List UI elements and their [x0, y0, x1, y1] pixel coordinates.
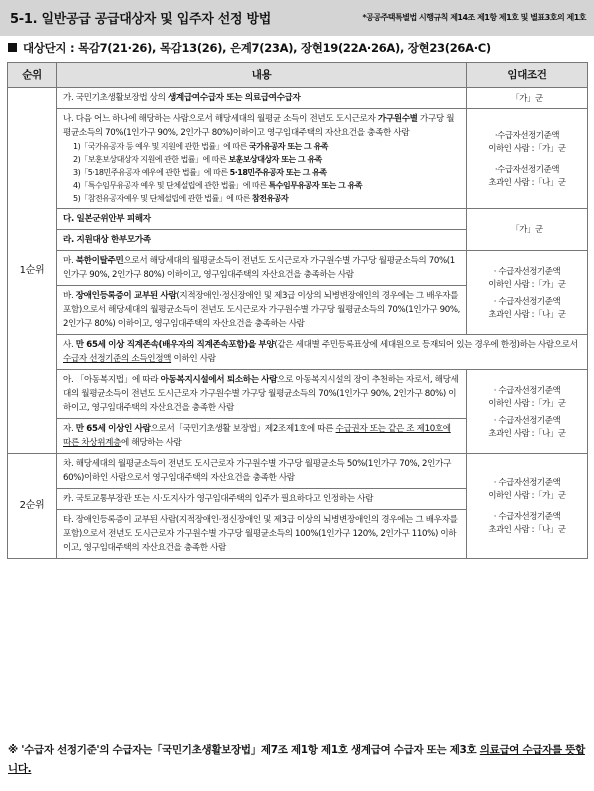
table-row	[8, 454, 588, 489]
table-row	[8, 109, 588, 209]
condition-ma-ba: · 수급자선정기준액 이하인 사람 :「가」군 · 수급자선정기준액 초과인 사람 :「나」군	[467, 251, 588, 335]
item-da: 다. 일본군위안부 피해자	[57, 209, 467, 230]
rank-1-cell: 1순위	[8, 88, 57, 454]
legal-reference-note: *공공주택특별법 시행규칙 제14조 제1항 제1호 및 별표3호의 제1호	[362, 13, 586, 22]
target-complex-label: 대상단지 :	[23, 41, 78, 55]
reference-mark: ※	[8, 744, 22, 756]
header-rank: 순위	[8, 63, 57, 88]
eligibility-table	[7, 62, 588, 559]
section-title: 5-1. 일반공급 공급대상자 및 입주자 선정 방법	[10, 12, 271, 27]
table-header-row	[8, 63, 588, 88]
condition-rank-2: · 수급자선정기준액 이하인 사람 :「가」군 · 수급자선정기준액 초과인 사람 :「나」군	[467, 454, 588, 559]
item-ja: 자. 만 65세 이상인 사람으로서「국민기초생활 보장법」제2조제1호에 따른 수급권자 또는 같은 조 제10호에 따른 차상위계층에 해당하는 사람	[57, 419, 467, 454]
condition-na: ·수급자선정기준액 이하인 사람 :「가」군 ·수급자선정기준액 초과인 사람 :「나」군	[467, 109, 588, 209]
item-ka: 카. 국토교통부장관 또는 시·도지사가 영구임대주택의 입주가 필요하다고 인정하는 사람	[57, 489, 467, 510]
rank-2-cell: 2순위	[8, 454, 57, 559]
item-ma: 마. 북한이탈주민으로서 해당세대의 월평균소득이 전년도 도시근로자 가구원수별 가구당 월평균소득의 70%(1인가구 90%, 2인가구 80%) 이하이고, 영구임대주택의 자산요건을 충족하는 사람	[57, 251, 467, 286]
footnote-text-1: '수급자 선정기준'의 수급자는「국민기초생활보장법」제7조 제1항 제1호 생계급여 수급자 또는 제3호	[21, 744, 480, 756]
condition-a-ja: · 수급자선정기준액 이하인 사람 :「가」군 · 수급자선정기준액 초과인 사람 :「나」군	[467, 370, 588, 454]
item-a: 아. 「아동복지법」에 따라 아동복지시설에서 퇴소하는 사람으로 아동복지시설의 장이 추천하는 자로서, 해당세대의 월평균소득이 전년도 도시근로자 가구원수별 가구당 월평균소득의 70%(1인가구 90%, 2인가구 80%) 이하이고, 영구임대주택의 자산요건을 충족한 사람	[57, 370, 467, 419]
header-content: 내용	[57, 63, 467, 88]
table-row	[8, 88, 588, 109]
table-row	[8, 251, 588, 286]
table-row	[8, 335, 588, 370]
condition-da-ra: 「가」군	[467, 209, 588, 251]
item-sa: 사. 만 65세 이상 직계존속(배우자의 직계존속포함)을 부양(같은 세대별 주민등록표상에 세대원으로 등재되어 있는 경우에 한정)하는 사람으로서 수급자 선정기준의 소득인정액 이하인 사람	[57, 335, 588, 370]
section-header	[0, 0, 594, 36]
item-cha: 차. 해당세대의 월평균소득이 전년도 도시근로자 가구원수별 가구당 월평균소득 50%(1인가구 70%, 2인가구 60%)이하인 사람으로서 영구임대주택의 자산요건을 충족한 사람	[57, 454, 467, 489]
item-ta: 타. 장애인등록증이 교부된 사람(지적장애인·정신장애인 및 제3급 이상의 뇌병변장애인의 경우에는 그 배우자를 포함)으로서 전년도 도시근로자 가구원수별 가구당 월평균소득의 100%(1인가구 120%, 2인가구 110%) 이하이고, 영구임대주택의 자산요건을 충족한 사람	[57, 510, 467, 559]
table-row	[8, 209, 588, 230]
item-ra: 라. 지원대상 한부모가족	[57, 230, 467, 251]
item-ga: 가. 국민기초생활보장법 상의 생계급여수급자 또는 의료급여수급자	[57, 88, 467, 109]
target-complex-list: 목감7(21·26), 목감13(26), 은계7(23A), 장현19(22A·26A), 장현23(26A·C)	[77, 41, 491, 55]
condition-ga: 「가」군	[467, 88, 588, 109]
header-lease-condition: 임대조건	[467, 63, 588, 88]
footnote-text-2: 의료급여 수급자를 뜻합니다.	[8, 744, 585, 775]
footnote	[8, 741, 588, 779]
square-bullet-icon	[8, 43, 17, 52]
item-ba: 바. 장애인등록증이 교부된 사람(지적장애인·정신장애인 및 제3급 이상의 뇌병변장애인의 경우에는 그 배우자를 포함)으로서 해당세대의 월평균소득이 전년도 도시근로자 가구원수별 가구당 월평균소득의 70%(1인가구 90%, 2인가구 80%) 이하이고, 영구임대주택의 자산요건을 충족하는 사람	[57, 286, 467, 335]
item-na: 나. 다음 어느 하나에 해당하는 사람으로서 해당세대의 월평균 소득이 전년도 도시근로자 가구원수별 가구당 월평균소득의 70%(1인가구 90%, 2인가구 80%)이하이고 영구임대주택의 자산요건을 충족한 사람 1)「국가유공자 등 예우 및 지원에 관한 법률」에 따른 국가유공자 또는 그 유족 2)「보훈보상대상자 지원에 관한 법률」에 따른 보훈보상대상자 또는 그 유족 3)「5·18민주유공자 예우에 관한 법률」에 따른 5·18민주유공자 또는 그 유족 4)「특수임무유공자 예우 및 단체설립에 관한 법률」에 따른 특수임무유공자 또는 그 유족 5)「참전유공자예우 및 단체설립에 관한 법률」에 따른 참전유공자	[57, 109, 467, 209]
target-complex-line	[8, 40, 491, 56]
table-row	[8, 370, 588, 419]
